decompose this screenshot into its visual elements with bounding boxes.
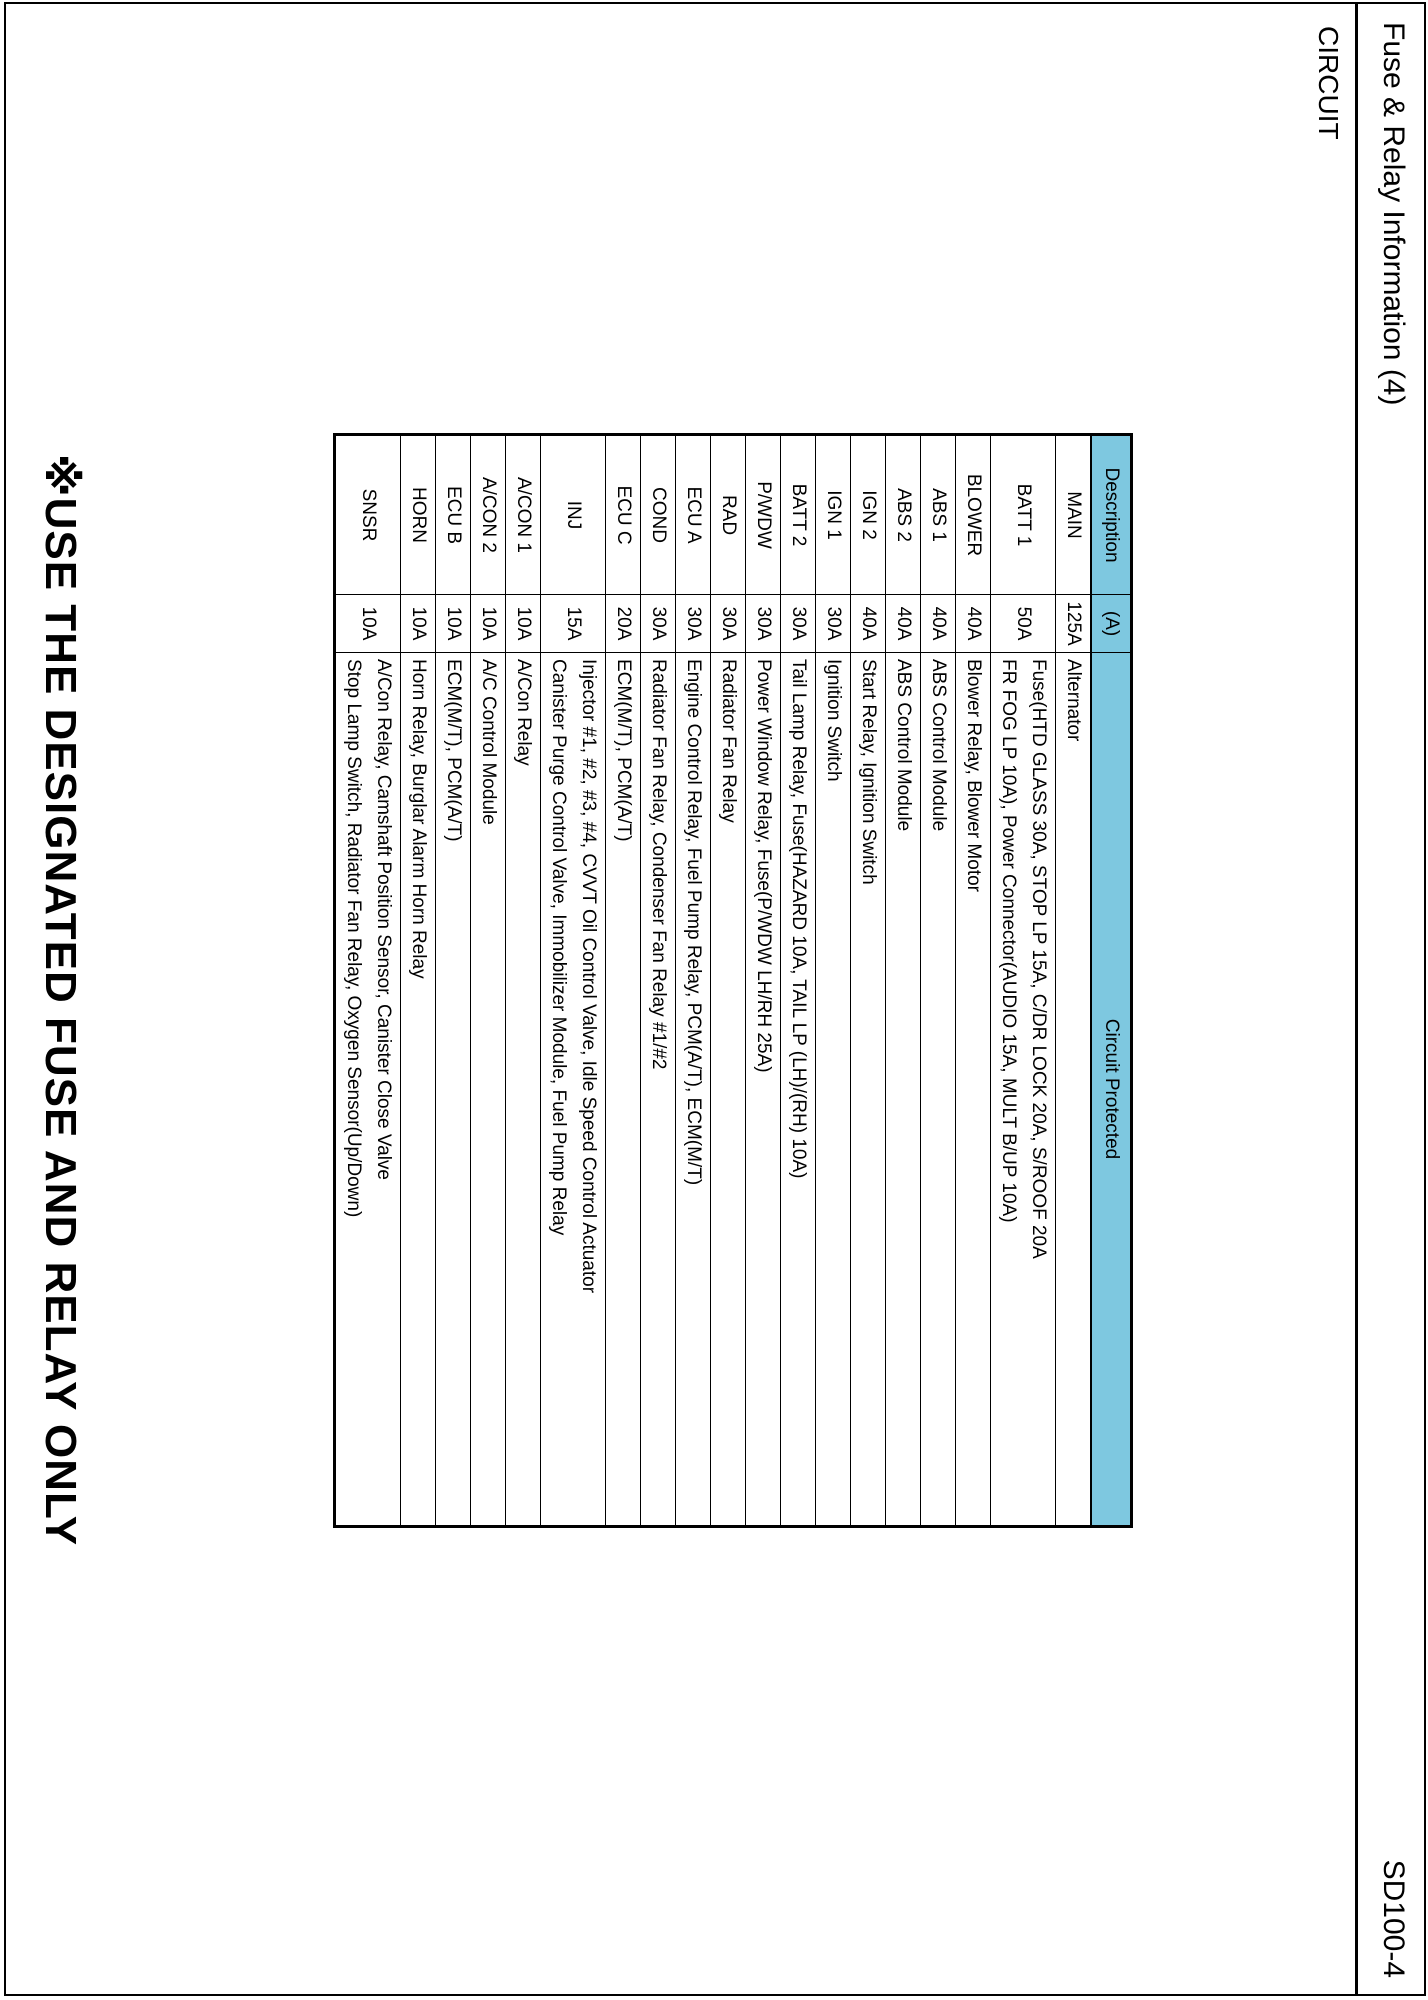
- fuse-amperage: 125A: [1056, 595, 1092, 653]
- circuit-protected: [956, 653, 991, 1527]
- page-number: SD100-4: [1377, 1859, 1410, 1978]
- table-body: [335, 435, 1092, 1527]
- fuse-amperage: 30A: [676, 595, 711, 653]
- fuse-amperage: 10A: [506, 595, 541, 653]
- table-header-row: [1091, 435, 1132, 1527]
- fuse-table: [333, 433, 1133, 1528]
- fuse-amperage: 10A: [401, 595, 436, 653]
- fuse-description: COND: [641, 435, 676, 595]
- table-row: [335, 435, 401, 1527]
- circuit-line: Horn Relay, Burglar Alarm Horn Relay: [408, 659, 429, 979]
- fuse-amperage: 10A: [436, 595, 471, 653]
- table-row: [886, 435, 921, 1527]
- table-row: [436, 435, 471, 1527]
- page-title: Fuse & Relay Information (4): [1377, 22, 1410, 406]
- table-row: [606, 435, 641, 1527]
- circuit-protected: [401, 653, 436, 1527]
- table-row: [401, 435, 436, 1527]
- fuse-amperage: 30A: [816, 595, 851, 653]
- circuit-line: Blower Relay, Blower Motor: [963, 659, 984, 893]
- fuse-amperage: 50A: [991, 595, 1056, 653]
- circuit-line: Ignition Switch: [823, 659, 844, 782]
- fuse-description: SNSR: [335, 435, 401, 595]
- circuit-protected: [851, 653, 886, 1527]
- circuit-protected: [1056, 653, 1092, 1527]
- fuse-description: ECU A: [676, 435, 711, 595]
- fuse-amperage: 30A: [781, 595, 816, 653]
- section-label: CIRCUIT: [1313, 26, 1344, 140]
- circuit-protected: [886, 653, 921, 1527]
- table-row: [541, 435, 606, 1527]
- fuse-description: ECU C: [606, 435, 641, 595]
- fuse-amperage: 20A: [606, 595, 641, 653]
- circuit-protected: [606, 653, 641, 1527]
- table-row: [711, 435, 746, 1527]
- circuit-line: Start Relay, Ignition Switch: [858, 659, 879, 885]
- circuit-line: ECM(M/T), PCM(A/T): [443, 659, 464, 842]
- circuit-protected: [921, 653, 956, 1527]
- fuse-amperage: 10A: [335, 595, 401, 653]
- circuit-line: Alternator: [1063, 659, 1084, 742]
- circuit-protected: [746, 653, 781, 1527]
- fuse-description: IGN 2: [851, 435, 886, 595]
- fuse-description: RAD: [711, 435, 746, 595]
- fuse-description: BATT 2: [781, 435, 816, 595]
- circuit-protected: [676, 653, 711, 1527]
- fuse-description: INJ: [541, 435, 606, 595]
- table-row: [781, 435, 816, 1527]
- fuse-description: ABS 2: [886, 435, 921, 595]
- fuse-description: IGN 1: [816, 435, 851, 595]
- circuit-line: Stop Lamp Switch, Radiator Fan Relay, Oxygen Sensor(Up/Down): [343, 659, 364, 1218]
- table-row: [991, 435, 1056, 1527]
- table-row: [746, 435, 781, 1527]
- circuit-line: ABS Control Module: [893, 659, 914, 832]
- table-row: [471, 435, 506, 1527]
- table-row: [921, 435, 956, 1527]
- fuse-amperage: 40A: [886, 595, 921, 653]
- circuit-line: A/C Control Module: [478, 659, 499, 825]
- circuit-protected: [471, 653, 506, 1527]
- circuit-protected: [506, 653, 541, 1527]
- fuse-description: HORN: [401, 435, 436, 595]
- fuse-notice: ※USE THE DESIGNATED FUSE AND RELAY ONLY: [36, 453, 85, 1547]
- fuse-description: P/WDW: [746, 435, 781, 595]
- circuit-protected: [991, 653, 1056, 1527]
- fuse-description: A/CON 2: [471, 435, 506, 595]
- table-row: [676, 435, 711, 1527]
- fuse-amperage: 10A: [471, 595, 506, 653]
- fuse-description: BLOWER: [956, 435, 991, 595]
- circuit-line: Radiator Fan Relay: [718, 659, 739, 823]
- fuse-description: ECU B: [436, 435, 471, 595]
- circuit-protected: [335, 653, 401, 1527]
- circuit-line: ECM(M/T), PCM(A/T): [613, 659, 634, 842]
- table-row: [641, 435, 676, 1527]
- column-header-circuit-protected: Circuit Protected: [1091, 653, 1132, 1527]
- circuit-protected: [641, 653, 676, 1527]
- circuit-line: A/Con Relay, Camshaft Position Sensor, Canister Close Valve: [373, 659, 394, 1180]
- fuse-amperage: 15A: [541, 595, 606, 653]
- circuit-protected: [436, 653, 471, 1527]
- table-row: [851, 435, 886, 1527]
- fuse-amperage: 40A: [921, 595, 956, 653]
- header-divider: [1355, 2, 1358, 1996]
- fuse-description: ABS 1: [921, 435, 956, 595]
- circuit-line: Radiator Fan Relay, Condenser Fan Relay #1/#2: [648, 659, 669, 1070]
- fuse-description: MAIN: [1056, 435, 1092, 595]
- fuse-amperage: 30A: [711, 595, 746, 653]
- circuit-line: Canister Purge Control Valve, Immobilizer Module, Fuel Pump Relay: [548, 659, 569, 1236]
- circuit-protected: [816, 653, 851, 1527]
- circuit-line: Fuse(HTD GLASS 30A, STOP LP 15A, C/DR LOCK 20A, S/ROOF 20A: [1028, 659, 1049, 1259]
- circuit-protected: [711, 653, 746, 1527]
- circuit-line: Power Window Relay, Fuse(P/WDW LH/RH 25A): [753, 659, 774, 1073]
- fuse-description: A/CON 1: [506, 435, 541, 595]
- table-row: [506, 435, 541, 1527]
- table-row: [1056, 435, 1092, 1527]
- circuit-line: Injector #1, #2, #3, #4, CVVT Oil Control Valve, Idle Speed Control Actuator: [578, 659, 599, 1294]
- column-header-description: Description: [1091, 435, 1132, 595]
- fuse-amperage: 40A: [851, 595, 886, 653]
- column-header-amperage: (A): [1091, 595, 1132, 653]
- fuse-amperage: 30A: [746, 595, 781, 653]
- table-row: [816, 435, 851, 1527]
- fuse-amperage: 40A: [956, 595, 991, 653]
- circuit-protected: [541, 653, 606, 1527]
- fuse-description: BATT 1: [991, 435, 1056, 595]
- circuit-line: FR FOG LP 10A), Power Connector(AUDIO 15A, MULT B/UP 10A): [998, 659, 1019, 1223]
- circuit-line: ABS Control Module: [928, 659, 949, 832]
- circuit-line: Tail Lamp Relay, Fuse(HAZARD 10A, TAIL LP (LH)/(RH) 10A): [788, 659, 809, 1179]
- fuse-amperage: 30A: [641, 595, 676, 653]
- circuit-line: A/Con Relay: [513, 659, 534, 766]
- table-row: [956, 435, 991, 1527]
- circuit-line: Engine Control Relay, Fuel Pump Relay, PCM(A/T), ECM(M/T): [683, 659, 704, 1186]
- circuit-protected: [781, 653, 816, 1527]
